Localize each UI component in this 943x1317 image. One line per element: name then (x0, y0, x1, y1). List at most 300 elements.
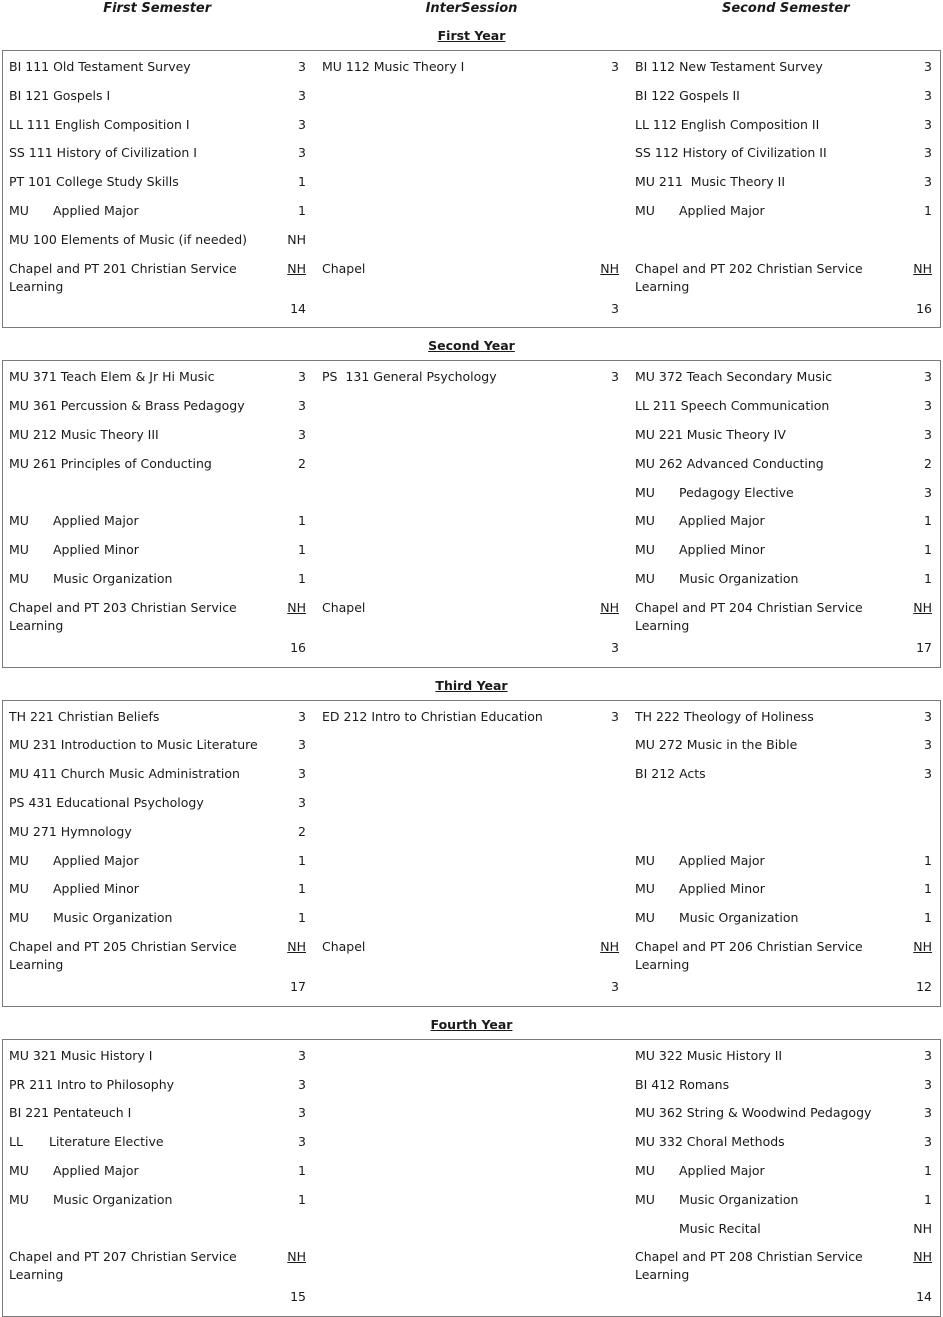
course-name: MU 212 Music Theory III (9, 426, 159, 442)
course-row (635, 1158, 932, 1187)
course-name: Chapel and PT 205 Christian Service Learning (9, 938, 241, 972)
credit-hours: NH (913, 1249, 932, 1265)
course-name (635, 1162, 904, 1180)
course-title: Pedagogy Elective (679, 484, 794, 500)
credit-hours: 3 (924, 174, 932, 190)
course-row (635, 1129, 932, 1158)
total-row (9, 296, 306, 325)
empty-row (322, 537, 619, 566)
credit-hours: NH (913, 938, 932, 954)
course-name (635, 570, 904, 588)
course-name: Chapel and PT 202 Christian Service Learning (635, 260, 867, 294)
course-row (635, 1072, 932, 1101)
credit-hours: 1 (924, 513, 932, 529)
course-row (635, 934, 932, 974)
empty-row (322, 227, 619, 256)
course-row (9, 595, 306, 635)
empty-row (322, 732, 619, 761)
course-name (635, 909, 904, 927)
course-name: MU 362 String & Woodwind Pedagogy (635, 1105, 872, 1121)
course-dept: MU (9, 852, 29, 868)
course-title: Applied Major (53, 852, 139, 868)
course-row (9, 54, 306, 83)
first-year-box (2, 50, 941, 328)
course-name: MU 100 Elements of Music (if needed) (9, 231, 248, 247)
course-row (635, 761, 932, 790)
course-dept: MU (635, 202, 655, 218)
second-year-title (0, 338, 943, 354)
course-title: Music Organization (679, 1191, 799, 1207)
credit-hours: 3 (924, 1134, 932, 1150)
empty-row (322, 876, 619, 905)
credit-hours: 3 (298, 1076, 306, 1092)
course-name: MU 361 Percussion & Brass Pedagogy (9, 398, 245, 414)
credit-hours: 3 (298, 369, 306, 385)
course-title: Music Organization (679, 570, 799, 586)
course-row (322, 934, 619, 974)
course-dept: MU (9, 513, 29, 529)
course-title: Applied Minor (53, 881, 139, 897)
course-name: SS 112 History of Civilization II (635, 145, 827, 161)
course-title: Applied Minor (679, 881, 765, 897)
empty-row (322, 169, 619, 198)
course-row (635, 83, 932, 112)
empty-row (322, 83, 619, 112)
course-row (635, 566, 932, 595)
credit-hours: 3 (924, 369, 932, 385)
credit-hours: 1 (298, 1162, 306, 1178)
course-name: MU 112 Music Theory I (322, 59, 465, 74)
empty-row (322, 819, 619, 848)
course-name: BI 111 Old Testament Survey (9, 59, 191, 74)
course-name: LL 112 English Composition II (635, 116, 820, 132)
credit-hours: NH (287, 1249, 306, 1265)
credit-hours: 1 (298, 881, 306, 897)
course-row (9, 732, 306, 761)
credit-hours: 3 (298, 87, 306, 103)
course-name: Chapel and PT 207 Christian Service Learning (9, 1249, 241, 1283)
credit-hours: 3 (924, 484, 932, 500)
empty-row (322, 848, 619, 877)
credit-hours: 3 (298, 398, 306, 414)
course-row (635, 704, 932, 733)
course-row (9, 761, 306, 790)
course-name: ED 212 Intro to Christian Education (322, 708, 543, 724)
fourth-year-box (2, 1039, 941, 1317)
course-row (635, 732, 932, 761)
course-name: PR 211 Intro to Philosophy (9, 1076, 175, 1092)
total-row (322, 974, 619, 1003)
course-row (635, 198, 932, 227)
course-row (9, 905, 306, 934)
credit-hours: 3 (924, 87, 932, 103)
course-row (9, 790, 306, 819)
total-credits: 15 (290, 1289, 306, 1305)
course-row (635, 480, 932, 509)
course-row (9, 704, 306, 733)
course-row (635, 1100, 932, 1129)
total-row (9, 974, 306, 1003)
course-row (635, 1216, 932, 1245)
total-credits: 17 (290, 978, 306, 994)
course-row (635, 54, 932, 83)
empty-row (322, 761, 619, 790)
header-intersession: InterSession (425, 1, 518, 16)
course-name (9, 541, 278, 559)
course-title: Music Organization (53, 910, 173, 926)
credit-hours: NH (287, 599, 306, 615)
empty-row (322, 451, 619, 480)
course-row (635, 256, 932, 296)
course-title: Music Recital (679, 1220, 761, 1236)
course-name: BI 122 Gospels II (635, 87, 740, 103)
course-name: Chapel (322, 260, 366, 276)
course-name: Chapel and PT 206 Christian Service Learning (635, 938, 867, 972)
course-row (9, 112, 306, 141)
empty-row (322, 1216, 619, 1245)
course-name: Chapel (322, 938, 366, 954)
course-row (9, 1187, 306, 1216)
empty-row (322, 1244, 619, 1284)
course-name: LL 211 Speech Communication (635, 398, 830, 414)
course-row (635, 451, 932, 480)
total-credits: 3 (611, 300, 619, 316)
empty-row (322, 480, 619, 509)
course-row (9, 393, 306, 422)
credit-hours: 1 (298, 513, 306, 529)
course-name (635, 1191, 904, 1209)
course-name: TH 222 Theology of Holiness (635, 708, 814, 724)
course-row (322, 54, 619, 83)
fourth-year-title (0, 1017, 943, 1033)
course-row (322, 256, 619, 296)
course-name: PS 431 Educational Psychology (9, 794, 204, 810)
course-dept: MU (635, 910, 655, 926)
credit-hours: 1 (298, 570, 306, 586)
course-name: MU 272 Music in the Bible (635, 737, 798, 753)
empty-row (322, 198, 619, 227)
course-name (9, 909, 278, 927)
credit-hours: 3 (298, 1105, 306, 1121)
course-row (635, 422, 932, 451)
course-title: Literature Elective (49, 1134, 164, 1150)
course-name (9, 852, 278, 870)
empty-row (322, 566, 619, 595)
course-row (9, 198, 306, 227)
course-row (322, 364, 619, 393)
course-row (635, 595, 932, 635)
course-name: LL 111 English Composition I (9, 116, 190, 132)
course-dept: MU (635, 881, 655, 897)
course-row (9, 1244, 306, 1284)
course-row (9, 1129, 306, 1158)
course-title: Applied Major (679, 1162, 765, 1178)
course-row (9, 83, 306, 112)
course-name (9, 570, 278, 588)
credit-hours: 3 (298, 708, 306, 724)
empty-row (322, 1129, 619, 1158)
course-title: Applied Major (679, 202, 765, 218)
course-row (635, 140, 932, 169)
credit-hours: 3 (298, 737, 306, 753)
credit-hours: 3 (611, 708, 619, 724)
credit-hours: 3 (924, 1076, 932, 1092)
course-title: Applied Major (53, 202, 139, 218)
credit-hours: 1 (924, 1162, 932, 1178)
empty-row (322, 1187, 619, 1216)
course-name: MU 372 Teach Secondary Music (635, 369, 833, 385)
course-name (9, 1191, 278, 1209)
course-name (635, 541, 904, 559)
credit-hours: NH (287, 231, 306, 247)
credit-hours: 3 (924, 145, 932, 161)
course-row (9, 364, 306, 393)
empty-row (322, 1158, 619, 1187)
credit-hours: NH (913, 599, 932, 615)
course-name: MU 211 Music Theory II (635, 174, 786, 190)
course-title: Applied Minor (679, 542, 765, 558)
first-year-title (0, 28, 943, 44)
course-row (635, 508, 932, 537)
course-row (9, 1100, 306, 1129)
course-dept: MU (635, 513, 655, 529)
course-name (635, 852, 904, 870)
course-name: MU 261 Principles of Conducting (9, 455, 212, 471)
credit-hours: 3 (924, 737, 932, 753)
credit-hours: 2 (298, 823, 306, 839)
year-heading: Third Year (435, 677, 508, 693)
course-name (635, 880, 904, 898)
total-row (635, 296, 932, 325)
credit-hours: 1 (924, 570, 932, 586)
credit-hours: 3 (924, 1105, 932, 1121)
credit-hours: 1 (924, 910, 932, 926)
course-row (635, 905, 932, 934)
total-credits: 12 (916, 978, 932, 994)
course-title: Applied Major (53, 513, 139, 529)
credit-hours: 1 (924, 1191, 932, 1207)
third-year-second-semester-column (629, 704, 940, 1003)
second-year-second-semester-column (629, 364, 940, 663)
empty-row (635, 790, 932, 819)
credit-hours: 1 (924, 852, 932, 868)
course-row (635, 393, 932, 422)
total-credits: 14 (916, 1289, 932, 1305)
first-year-first-semester-column (3, 54, 316, 324)
course-name (635, 484, 904, 502)
credit-hours: 3 (298, 1134, 306, 1150)
empty-row (635, 227, 932, 256)
empty-row (322, 1072, 619, 1101)
credit-hours: 1 (924, 542, 932, 558)
course-row (635, 364, 932, 393)
course-row (9, 422, 306, 451)
credit-hours: 2 (924, 455, 932, 471)
semester-headers (0, 0, 943, 18)
course-row (322, 595, 619, 635)
course-row (9, 537, 306, 566)
first-year-intersession-column (316, 54, 629, 324)
course-row (9, 1158, 306, 1187)
credit-hours: 3 (298, 59, 306, 74)
course-title: Music Organization (679, 910, 799, 926)
course-name: BI 112 New Testament Survey (635, 59, 823, 74)
course-title: Applied Major (679, 852, 765, 868)
course-row (9, 140, 306, 169)
credit-hours: NH (600, 599, 619, 615)
credit-hours: 3 (298, 766, 306, 782)
course-row (635, 112, 932, 141)
course-row (9, 876, 306, 905)
course-name: SS 111 History of Civilization I (9, 145, 197, 161)
empty-row (322, 393, 619, 422)
course-name: BI 121 Gospels I (9, 87, 111, 103)
course-name: PT 101 College Study Skills (9, 174, 179, 190)
course-dept: MU (635, 852, 655, 868)
course-dept: MU (635, 1191, 655, 1207)
header-second-semester: Second Semester (722, 1, 850, 16)
course-row (322, 704, 619, 733)
credit-hours: 1 (298, 852, 306, 868)
course-title: Applied Minor (53, 542, 139, 558)
second-year-first-semester-column (3, 364, 316, 663)
year-heading: First Year (437, 28, 506, 43)
credit-hours: 3 (298, 116, 306, 132)
course-name: MU 231 Introduction to Music Literature (9, 737, 258, 753)
course-name (635, 512, 904, 530)
course-title: Applied Major (679, 513, 765, 529)
course-name: Chapel and PT 204 Christian Service Learning (635, 599, 867, 633)
course-row (9, 508, 306, 537)
course-dept: MU (635, 1162, 655, 1178)
course-dept: MU (9, 202, 29, 218)
credit-hours: 3 (298, 426, 306, 442)
credit-hours: 3 (924, 1047, 932, 1063)
credit-hours: 3 (924, 426, 932, 442)
total-credits: 17 (916, 639, 932, 655)
credit-hours: 1 (924, 881, 932, 897)
credit-hours: NH (913, 1220, 932, 1236)
course-name (9, 202, 278, 220)
credit-hours: 3 (611, 369, 619, 385)
total-row (635, 1284, 932, 1313)
first-year-second-semester-column (629, 54, 940, 324)
credit-hours: NH (913, 260, 932, 276)
third-year-first-semester-column (3, 704, 316, 1003)
course-row (635, 876, 932, 905)
course-dept: MU (9, 881, 29, 897)
empty-row (322, 508, 619, 537)
credit-hours: 3 (298, 1047, 306, 1063)
empty-row (322, 112, 619, 141)
year-heading: Second Year (428, 338, 515, 354)
course-dept: MU (9, 570, 29, 586)
course-row (9, 1043, 306, 1072)
course-row (635, 537, 932, 566)
course-row (9, 227, 306, 256)
course-row (635, 1187, 932, 1216)
credit-hours: 3 (611, 59, 619, 74)
total-row (635, 635, 932, 664)
course-name: MU 322 Music History II (635, 1047, 783, 1063)
course-row (9, 848, 306, 877)
course-dept: MU (9, 1162, 29, 1178)
total-credits: 3 (611, 639, 619, 655)
empty-row (322, 1100, 619, 1129)
total-credits: 16 (916, 300, 932, 316)
credit-hours: 1 (298, 1191, 306, 1207)
second-year-box (2, 360, 941, 667)
course-name: MU 271 Hymnology (9, 823, 132, 839)
empty-row (322, 905, 619, 934)
course-name (635, 1220, 904, 1238)
total-row (322, 1284, 619, 1313)
course-name: BI 221 Pentateuch I (9, 1105, 132, 1121)
credit-hours: NH (600, 938, 619, 954)
total-credits: 3 (611, 978, 619, 994)
course-name (9, 880, 278, 898)
course-row (635, 1043, 932, 1072)
fourth-year-second-semester-column (629, 1043, 940, 1313)
course-row (9, 566, 306, 595)
course-title: Applied Major (53, 1162, 139, 1178)
credit-hours: NH (600, 260, 619, 276)
credit-hours: NH (287, 938, 306, 954)
credit-hours: 1 (924, 202, 932, 218)
course-name: MU 332 Choral Methods (635, 1134, 785, 1150)
course-name (635, 202, 904, 220)
third-year-intersession-column (316, 704, 629, 1003)
credit-hours: 3 (924, 766, 932, 782)
course-dept: MU (635, 570, 655, 586)
credit-hours: 3 (924, 708, 932, 724)
course-name (9, 1162, 278, 1180)
course-name: MU 411 Church Music Administration (9, 766, 240, 782)
third-year-title (0, 678, 943, 694)
credit-hours: 1 (298, 174, 306, 190)
total-credits: 16 (290, 639, 306, 655)
course-dept: MU (635, 484, 655, 500)
course-row (635, 1244, 932, 1284)
curriculum-plan (0, 28, 943, 1317)
empty-row (322, 1043, 619, 1072)
year-heading: Fourth Year (430, 1016, 513, 1032)
empty-row (635, 819, 932, 848)
header-first-semester: First Semester (103, 1, 212, 16)
second-year-intersession-column (316, 364, 629, 663)
empty-row (322, 790, 619, 819)
empty-row (322, 422, 619, 451)
course-row (9, 1072, 306, 1101)
course-name: Chapel and PT 208 Christian Service Learning (635, 1249, 867, 1283)
course-name: TH 221 Christian Beliefs (9, 708, 160, 724)
credit-hours: 3 (298, 794, 306, 810)
credit-hours: 3 (298, 145, 306, 161)
total-row (322, 296, 619, 325)
course-dept: MU (9, 542, 29, 558)
fourth-year-intersession-column (316, 1043, 629, 1313)
fourth-year-first-semester-column (3, 1043, 316, 1313)
total-row (322, 635, 619, 664)
course-name: BI 412 Romans (635, 1076, 730, 1092)
empty-row (322, 140, 619, 169)
course-row (9, 819, 306, 848)
course-name: MU 321 Music History I (9, 1047, 153, 1063)
course-row (635, 169, 932, 198)
credit-hours: 3 (924, 116, 932, 132)
total-row (635, 974, 932, 1003)
course-name: MU 262 Advanced Conducting (635, 455, 824, 471)
